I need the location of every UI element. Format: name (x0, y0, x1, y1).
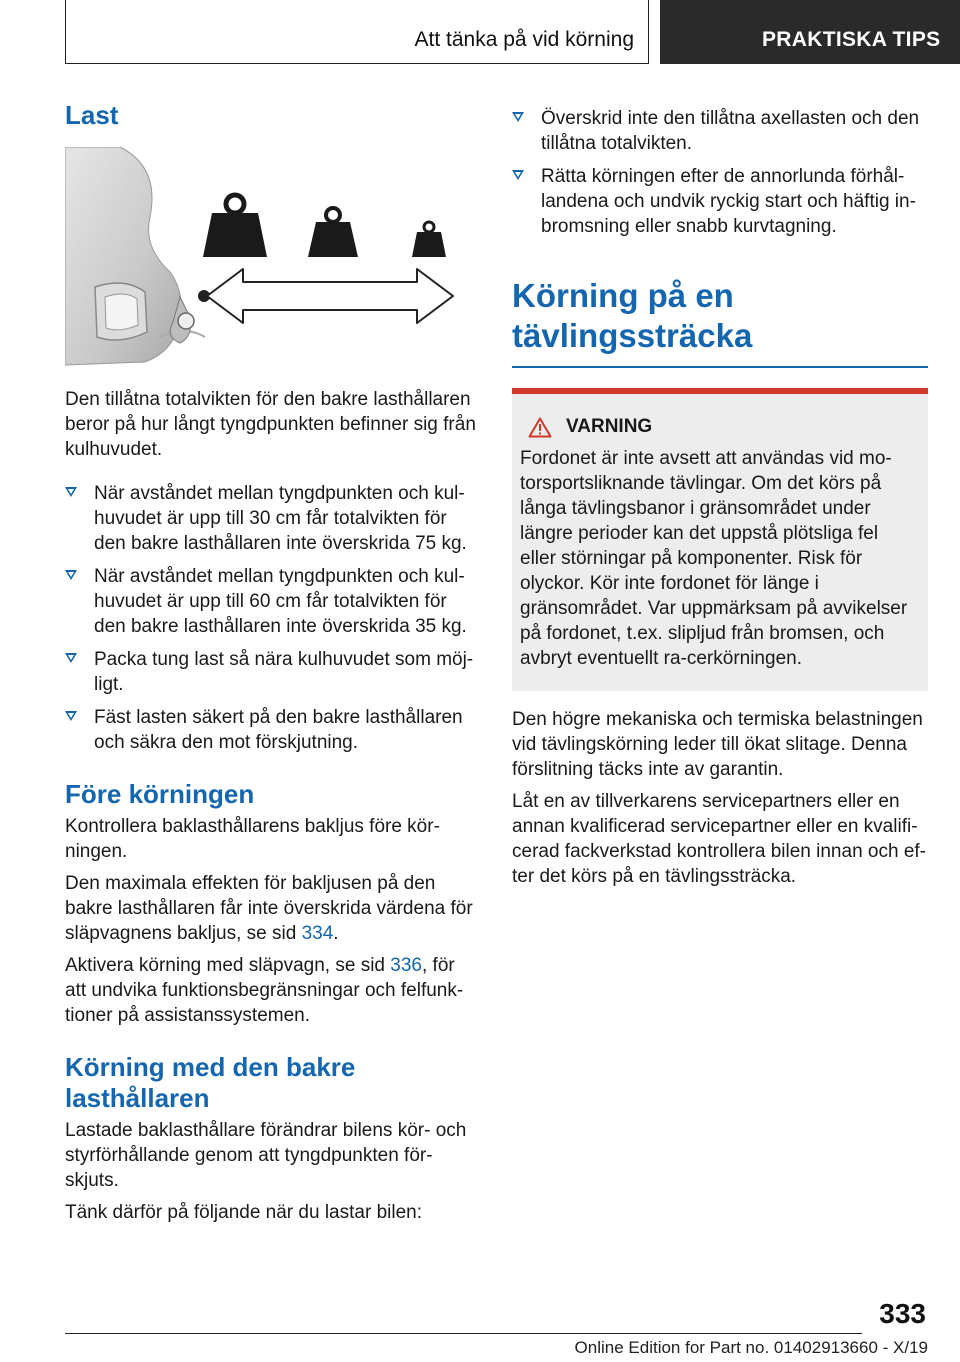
tavling-paragraph-2: Låt en av tillverkarens servicepartners eller en annan kvalificerad servicepartner eller en kvalifi-cerad fackverkstad kontrollera bilen innan och ef-ter det körs på en tävlingssträcka. (512, 791, 927, 887)
list-item: Packa tung last så nära kulhuvudet som möj-ligt. (65, 647, 480, 697)
list-item: Rätta körningen efter de annorlunda förhål-landena och undvik ryckig start och häftig in-bromsning eller snabb kurvtagning. (512, 164, 928, 239)
header-chapter-tab: PRAKTISKA TIPS (660, 0, 960, 64)
edition-note: Online Edition for Part no. 01402913660 - X/19 (574, 1338, 928, 1357)
heading-fore-korningen: Före körningen (65, 779, 255, 809)
list-item: När avståndet mellan tyngdpunkten och kul-huvudet är upp till 30 cm får totalvikten för den bakre lasthållaren inte överskrida 75 kg. (65, 481, 480, 556)
warning-header (528, 416, 918, 438)
page-link-334[interactable]: 334 (301, 923, 334, 944)
page-link-336[interactable]: 336 (390, 955, 422, 976)
list-item: När avståndet mellan tyngdpunkten och kul-huvudet är upp till 60 cm får totalvikten för den bakre lasthållaren inte överskrida 35 kg. (65, 564, 480, 639)
footer-rule (65, 1333, 862, 1334)
korning-paragraph-1: Lastade baklasthållare förändrar bilens kör- och styrförhållande genom att tyngdpunkten för-skjuts. (65, 1120, 467, 1191)
load-bullet-list (65, 481, 480, 755)
fore-paragraph-1: Kontrollera baklasthållarens bakljus före kör-ningen. (65, 816, 440, 862)
heading-korning-bakre-lasthallaren: Körning med den bakre lasthållaren (65, 1052, 356, 1113)
bullet-triangle-icon (512, 170, 524, 180)
warning-label: VARNING (566, 416, 653, 437)
bullet-triangle-icon (65, 711, 77, 721)
header-section-title: Att tänka på vid körning (414, 28, 634, 51)
bullet-triangle-icon (65, 653, 77, 663)
heading-korning-tavlingsstracka: Körning på en tävlingssträcka (512, 277, 753, 354)
bullet-triangle-icon (65, 570, 77, 580)
driving-bullet-list (512, 106, 928, 239)
heading-last: Last (65, 100, 119, 130)
right-column (512, 100, 928, 889)
last-paragraph: Den tillåtna totalvikten för den bakre lasthållaren beror på hur långt tyngdpunkten befinner sig från kulhuvudet. (65, 389, 476, 460)
left-column (65, 100, 480, 1225)
tavling-paragraph-1: Den högre mekaniska och termiska belastningen vid tävlingskörning leder till ökat slitage. Denna förslitning täcks inte av garantin. (512, 709, 923, 780)
bullet-triangle-icon (512, 112, 524, 122)
page-number: 333 (879, 1298, 926, 1329)
warning-text: Fordonet är inte avsett att användas vid mo-torsportsliknande tävlingar. Om det körs på långa tävlingsbanor i gränsområdet under längre perioder kan det uppstå plötsliga fel eller störningar på komponenter. Risk för olyckor. Kör inte fordonet för länge i gränsområdet. Var uppmärksam på avvikelser på fordonet, t.ex. slipljud från bromsen, och avbryt eventuellt ra-cerkörningen. (520, 448, 908, 669)
list-item: Fäst lasten säkert på den bakre lasthållaren och säkra den mot förskjutning. (65, 705, 480, 755)
warning-box (512, 388, 928, 691)
bullet-triangle-icon (65, 487, 77, 497)
list-item: Överskrid inte den tillåtna axellasten och den tillåtna totalvikten. (512, 106, 928, 156)
header-section-box (65, 0, 649, 64)
fore-paragraph-3: Aktivera körning med släpvagn, se sid 336, för att undvika funktionsbegränsningar och felfunk-tioner på assistanssystemen. (65, 955, 464, 1026)
rear-carrier-load-illustration (65, 147, 460, 367)
fore-paragraph-2: Den maximala effekten för bakljusen på den bakre lasthållaren får inte överskrida värdena för släpvagnens bakljus, se sid 334. (65, 873, 473, 944)
heading-rule (512, 366, 928, 368)
warning-triangle-icon (528, 417, 552, 438)
korning-paragraph-2: Tänk därför på följande när du lastar bilen: (65, 1202, 422, 1223)
